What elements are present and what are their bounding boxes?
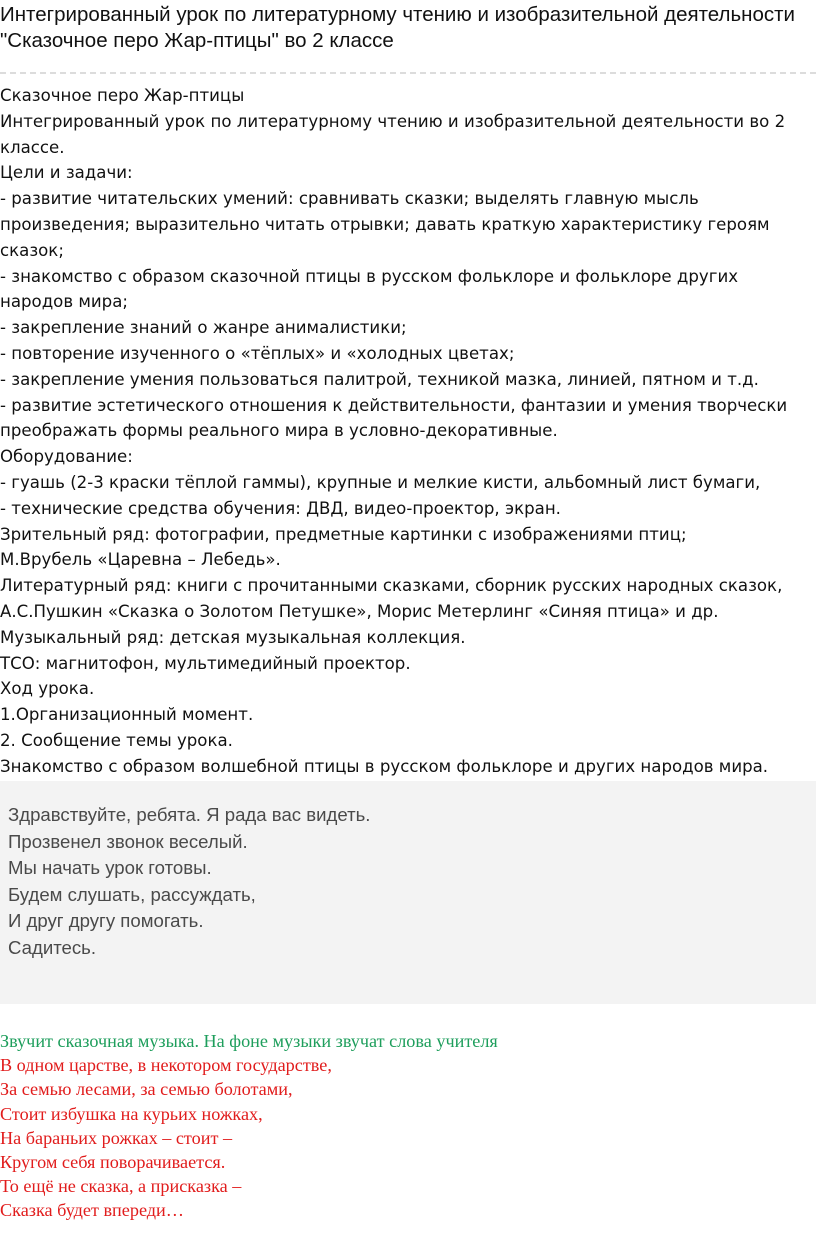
lesson-description (0, 83, 816, 780)
text-line: Оборудование: (0, 447, 133, 467)
poem-line: И друг другу помогать. (8, 910, 204, 931)
text-line: Музыкальный ряд: детская музыкальная коллекция. (0, 627, 466, 647)
document-title (0, 2, 816, 54)
text-line: - развитие эстетического отношения к действительности, фантазии и умения творчески (0, 395, 788, 415)
text-line: - закрепление умения пользоваться палитрой, техникой мазка, линией, пятном и т.д. (0, 369, 759, 389)
text-line: А.С.Пушкин «Сказка о Золотом Петушке», Морис Метерлинг «Синяя птица» и др. (0, 601, 719, 621)
text-line: - технические средства обучения: ДВД, видео-проектор, экран. (0, 498, 561, 518)
text-line: - развитие читательских умений: сравнивать сказки; выделять главную мысль (0, 189, 699, 209)
tale-heading: Звучит сказочная музыка. На фоне музыки звучат слова учителя (0, 1031, 498, 1051)
tale-line: Кругом себя поворачивается. (0, 1152, 226, 1173)
tale-line: Стоит избушка на курьих ножках, (0, 1103, 263, 1124)
text-line: Зрительный ряд: фотографии, предметные картинки с изображениями птиц; (0, 524, 687, 544)
text-line: М.Врубель «Царевна – Лебедь». (0, 550, 281, 570)
poem-line: Мы начать урок готовы. (8, 857, 212, 878)
poem-line: Садитесь. (8, 936, 97, 958)
text-line: - закрепление знаний о жанре анималистики; (0, 318, 407, 338)
tale-line: Сказка будет впереди… (0, 1200, 184, 1221)
text-line: Ход урока. (0, 679, 95, 699)
text-line: ТСО: магнитофон, мультимедийный проектор. (0, 653, 411, 673)
title-line-1: Интегрированный урок по литературному чтению и изобразительной деятельности (0, 3, 795, 26)
text-line: Знакомство с образом волшебной птицы в русском фольклоре и других народов мира. (0, 756, 769, 776)
poem-line: Будем слушать, рассуждать, (8, 883, 256, 905)
text-line: преображать формы реального мира в условно-декоративные. (0, 421, 558, 441)
text-line: Литературный ряд: книги с прочитанными сказками, сборник русских народных сказок, (0, 576, 783, 596)
text-line: сказок; (0, 240, 64, 260)
tale-line: За семью лесами, за семью болотами, (0, 1079, 293, 1100)
tale-line: На бараньих рожках – стоит – (0, 1127, 233, 1148)
text-line: 2. Сообщение темы урока. (0, 730, 233, 750)
text-line: - знакомство с образом сказочной птицы в русском фольклоре и фольклоре других (0, 266, 739, 286)
text-line: Сказочное перо Жар-птицы (0, 86, 245, 105)
tale-verse (0, 1053, 816, 1222)
title-line-2: "Сказочное перо Жар-птицы" во 2 классе (0, 29, 394, 52)
poem-line: Прозвенел звонок веселый. (8, 830, 248, 852)
greeting-poem (8, 802, 370, 961)
tale-line: То ещё не сказка, а присказка – (0, 1176, 242, 1197)
text-line: народов мира; (0, 292, 128, 312)
title-divider (0, 72, 816, 74)
greeting-poem-box (0, 781, 816, 1004)
fairy-tale-intro (0, 1029, 816, 1223)
text-line: 1.Организационный момент. (0, 705, 254, 725)
poem-line: Здравствуйте, ребята. Я рада вас видеть. (8, 804, 371, 825)
text-line: Интегрированный урок по литературному чтению и изобразительной деятельности во 2 (0, 111, 786, 131)
text-line: - гуашь (2-3 краски тёплой гаммы), крупные и мелкие кисти, альбомный лист бумаги, (0, 472, 761, 492)
text-line: Цели и задачи: (0, 163, 133, 183)
text-line: произведения; выразительно читать отрывки; давать краткую характеристику героям (0, 214, 770, 234)
tale-line: В одном царстве, в некотором государстве, (0, 1055, 332, 1076)
text-line: - повторение изученного о «тёплых» и «холодных цветах; (0, 343, 515, 363)
text-line: классе. (0, 137, 65, 157)
